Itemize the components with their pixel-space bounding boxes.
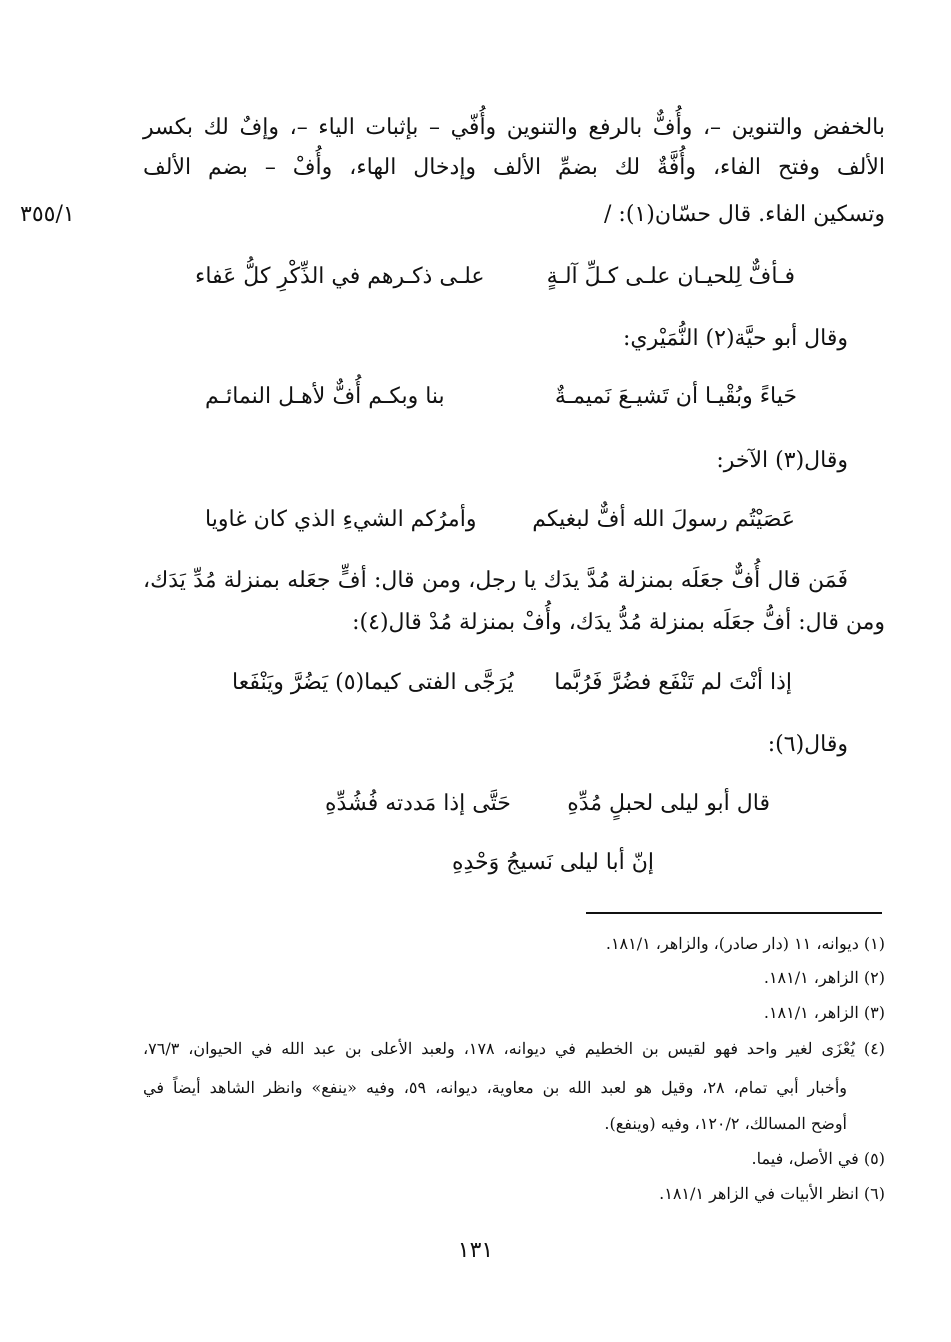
page-number: ١٣١ [457,1238,494,1263]
body-line-3: وتسكين الفاء. قال حسّان(١): / [604,202,885,227]
verse-2-second-hemistich: بنا وبكـم أُفٌّ لأهـل النمائـم [205,384,445,409]
verse-2-first-hemistich: حَياءً وبُقْيـا أن تَشيـعَ نَميمـةٌ [554,384,797,409]
footnote-1: (١) ديوانه، ١١ (دار صادر)، والزاهر، ١٨١/١. [605,934,885,953]
marginal-volume-page-reference: ٣٥٥/١ [20,202,75,227]
body-line-5: ومن قال: أفُّ جعَلَه بمنزلة مُدُّ يدَك، وأُفْ بمنزلة مُدْ قال(٤): [352,610,885,635]
verse-3-second-hemistich: وأمرُكم الشيءِ الذي كان غاويا [205,507,477,532]
body-line-2: الألف وفتح الفاء، وأُفَّةٌ لك بضمِّ الألف وإدخال الهاء، وأُفْ – بضم الألف [143,155,885,180]
verse-2 [205,382,797,412]
footnote-4-line-3: أوضح المسالك، ١٢٠/٢، وفيه (وينفع). [604,1114,847,1133]
footnote-2: (٢) الزاهر، ١٨١/١. [763,968,885,987]
footnote-5: (٥) في الأصل، فيما. [751,1149,885,1168]
body-line-4: فَمَن قال أُفٌّ جعَلَه بمنزلة مُدَّ يدَك يا رجل، ومن قال: أفٍّ جعَله بمنزلة مُدِّ يَدَك، [143,568,848,593]
verse-3-introduction: وقال(٣) الآخر: [716,448,848,473]
body-line-1: بالخفض والتنوين –، وأُفٌّ بالرفع والتنوين وأُفّي – بإثبات الياء –، وإفٌ لك بكسر [143,115,885,140]
verse-1 [195,262,795,292]
footnote-4-line-2: وأخبار أبي تمام، ٢٨، وقيل هو لعبد الله بن معاوية، ديوانه، ٥٩، وفيه «ينفع» وانظر الشاهد أيضاً في [143,1078,847,1097]
verse-5 [325,789,770,819]
verse-1-first-hemistich: فـأفٌّ لِلحيـان علـى كـلِّ آلـةٍ [546,264,795,289]
verse-5-second-hemistich: حَتَّى إذا مَددته فُشُدِّهِ [325,791,511,816]
verse-5-first-hemistich: قال أبو ليلى لحبلٍ مُدِّهِ [567,791,770,816]
footnote-4-line-1: (٤) يُعْزَى لغير واحد فهو لقيس بن الخطيم في ديوانه، ١٧٨، ولعبد الأعلى بن عبد الله في الحيوان، ٧٦/٣، [143,1039,885,1058]
verse-1-second-hemistich: علـى ذكـرهم في الذِّكْرِ كلُّ عَفاء [195,264,485,289]
footnote-separator-rule [586,912,882,914]
verse-2-introduction: وقال أبو حيَّة(٢) النُّمَيْري: [622,326,848,351]
verse-3-first-hemistich: عَصَيْتُم رسولَ الله أفٌّ لبغيكم [532,507,795,532]
footnote-3: (٣) الزاهر، ١٨١/١. [763,1003,885,1022]
verse-4-first-hemistich: إذا أنْتَ لم تَنْفَع فضُرَّ فَرُبَّما [554,670,792,695]
verse-3 [205,505,795,535]
footnote-6: (٦) انظر الأبيات في الزاهر ١٨١/١. [659,1184,885,1203]
verse-4 [232,668,792,698]
verse-4-second-hemistich: يُرَجَّى الفتى كيما(٥) يَضُرَّ ويَنْفَعا [232,670,514,695]
verse-6: إنّ أبا ليلى نَسيجُ وَحْدِهِ [451,850,654,875]
verse-5-introduction: وقال(٦): [767,732,848,757]
